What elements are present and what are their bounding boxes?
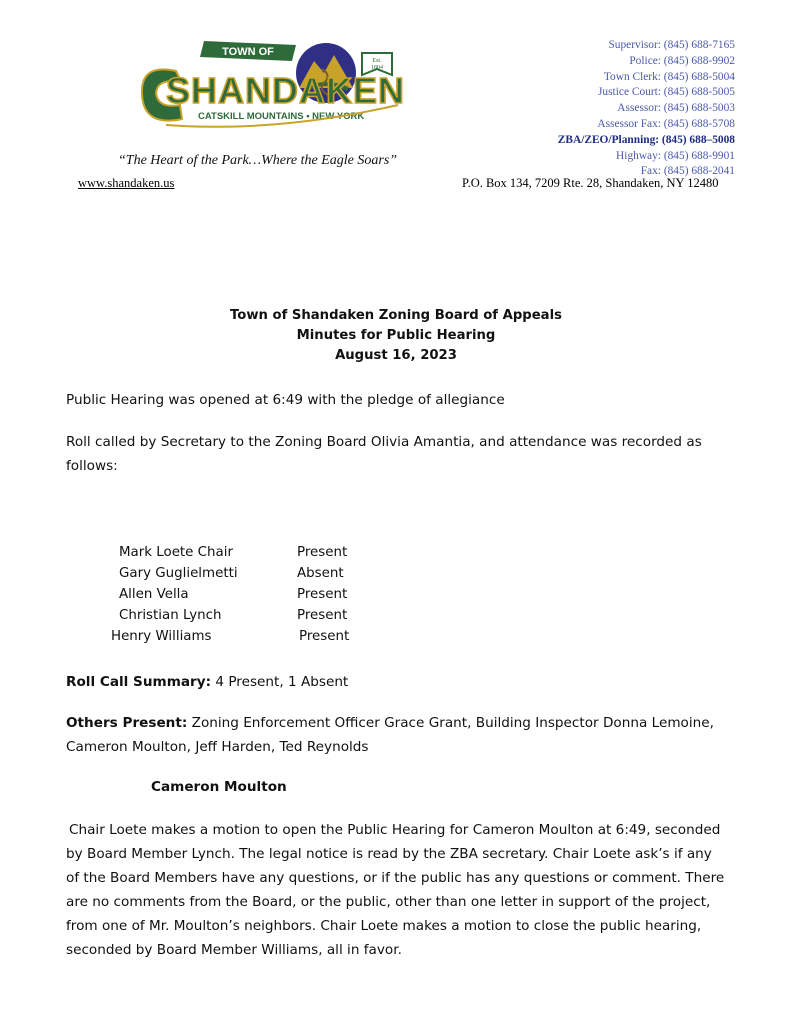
roll-summary-value: 4 Present, 1 Absent bbox=[215, 674, 349, 690]
town-of-banner bbox=[200, 41, 296, 61]
section-heading: Cameron Moulton bbox=[151, 779, 287, 795]
document-subtitle: Minutes for Public Hearing bbox=[296, 328, 496, 343]
roll-status: Present bbox=[297, 608, 348, 623]
contact-zba-zeo-planning: ZBA/ZEO/Planning: (845) 688–5008 bbox=[557, 133, 735, 146]
town-tagline: “The Heart of the Park…Where the Eagle Soars” bbox=[118, 153, 398, 168]
svg-text:TOWN OF: TOWN OF bbox=[222, 46, 274, 58]
contact-police: Police: (845) 688-9902 bbox=[629, 54, 735, 67]
roll-status: Absent bbox=[297, 566, 344, 581]
contact-assessor-fax: Assessor Fax: (845) 688-5708 bbox=[597, 117, 735, 130]
contact-assessor: Assessor: (845) 688-5003 bbox=[617, 102, 735, 115]
roll-name: Gary Guglielmetti bbox=[119, 566, 238, 581]
town-logo bbox=[136, 33, 404, 137]
svg-text:1804: 1804 bbox=[371, 65, 383, 71]
others-present-value: Zoning Enforcement Officer Grace Grant, Building Inspector Donna Lemoine, Cameron Moulton, Jeff Harden, Ted Reynolds bbox=[66, 715, 714, 755]
document-date: August 16, 2023 bbox=[335, 348, 457, 363]
roll-status: Present bbox=[297, 545, 348, 560]
website-link[interactable]: www.shandaken.us bbox=[78, 176, 175, 190]
svg-text:Est.: Est. bbox=[372, 58, 382, 64]
contact-directory bbox=[558, 38, 735, 180]
contact-supervisor: Supervisor: (845) 688-7165 bbox=[608, 39, 735, 51]
roll-call-summary bbox=[66, 670, 731, 694]
roll-call-intro: Roll called by Secretary to the Zoning Board Olivia Amantia, and attendance was recorded as follows: bbox=[66, 434, 702, 474]
roll-name: Mark Loete Chair bbox=[119, 545, 233, 560]
shandaken-logo-graphic bbox=[136, 33, 404, 137]
contact-highway: Highway: (845) 688-9901 bbox=[616, 149, 735, 162]
contact-justice-court: Justice Court: (845) 688-5005 bbox=[598, 86, 735, 99]
roll-name: Allen Vella bbox=[119, 587, 189, 602]
svg-text:SHANDAKEN: SHANDAKEN bbox=[166, 70, 404, 111]
opening-statement: Public Hearing was opened at 6:49 with the pledge of allegiance bbox=[66, 392, 505, 408]
roll-name: Henry Williams bbox=[111, 629, 212, 644]
logo-subtitle: CATSKILL MOUNTAINS • NEW YORK bbox=[198, 111, 365, 122]
mailing-address: P.O. Box 134, 7209 Rte. 28, Shandaken, NY 12480 bbox=[462, 176, 719, 190]
roll-name: Christian Lynch bbox=[119, 608, 222, 623]
roll-status: Present bbox=[297, 587, 348, 602]
roll-status: Present bbox=[299, 629, 350, 644]
others-present-label: Others Present: bbox=[66, 715, 188, 731]
contact-fax: Fax: (845) 688-2041 bbox=[640, 165, 735, 178]
contact-town-clerk: Town Clerk: (845) 688-5004 bbox=[603, 70, 735, 83]
roll-summary-label: Roll Call Summary: bbox=[66, 674, 212, 690]
section-body: Chair Loete makes a motion to open the Public Hearing for Cameron Moulton at 6:49, seconded by Board Member Lynch. The legal notice is read by the ZBA secretary. Chair Loete ask’s if any of the Board Members have any questions, or if the public has any questions or comment. There are no comments from the Board, or the public, other than one letter in support of the project, from one of Mr. Moulton’s neighbors. Chair Loete makes a motion to close the public hearing, seconded by Board Member Williams, all in favor. bbox=[66, 822, 725, 958]
others-present bbox=[66, 711, 731, 759]
document-title: Town of Shandaken Zoning Board of Appeals bbox=[230, 308, 562, 323]
